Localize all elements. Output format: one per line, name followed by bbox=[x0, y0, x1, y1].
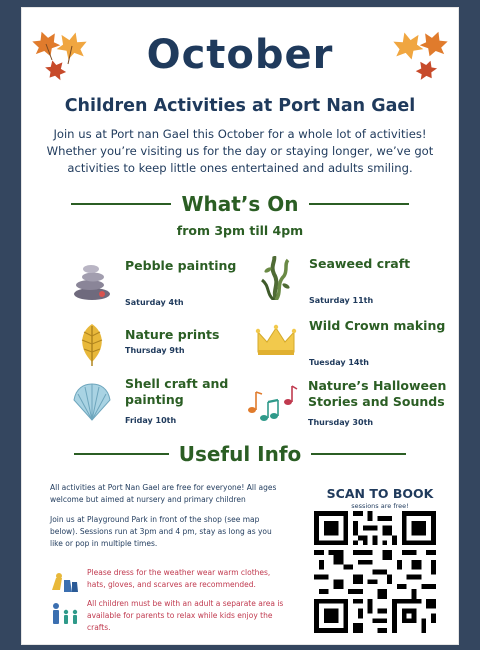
activity-nature-prints: Nature prints Thursday 9th bbox=[70, 322, 270, 378]
activity-halloween-stories: Nature’s Halloween Stories and Sounds Thursday 30th bbox=[244, 378, 458, 434]
crown-icon bbox=[254, 318, 298, 362]
activity-shell-craft: Shell craft and painting Friday 10th bbox=[70, 376, 270, 432]
divider bbox=[309, 203, 409, 205]
weather-clothes-icon bbox=[50, 570, 80, 594]
divider bbox=[74, 453, 169, 455]
shell-icon bbox=[70, 380, 114, 424]
qr-code[interactable] bbox=[314, 511, 436, 633]
activity-pebble-painting: Pebble painting Saturday 4th bbox=[70, 258, 270, 314]
flyer-page bbox=[22, 8, 458, 644]
divider bbox=[311, 453, 406, 455]
info-free-for-everyone: All activities at Port Nan Gael are free for everyone! All ages welcome but aimed at nursery and primary children bbox=[50, 483, 277, 504]
divider bbox=[71, 203, 171, 205]
whats-on-heading: What’s On bbox=[22, 192, 458, 216]
activity-wild-crown-making: Wild Crown making Tuesday 14th bbox=[254, 318, 454, 374]
leaf-icon bbox=[70, 322, 114, 366]
note-supervision: All children must be with an adult a separate area is available for parents to relax while kids enjoy the crafts. bbox=[87, 599, 284, 632]
family-icon bbox=[50, 602, 80, 626]
page-title: October bbox=[146, 32, 334, 78]
pebbles-icon bbox=[70, 258, 114, 302]
seaweed-icon bbox=[254, 256, 298, 300]
page-subtitle: Children Activities at Port Nan Gael bbox=[64, 96, 416, 116]
scan-to-book-subtitle: sessions are free! bbox=[351, 502, 409, 510]
session-time: from 3pm till 4pm bbox=[176, 223, 304, 238]
activity-seaweed-craft: Seaweed craft Saturday 11th bbox=[254, 256, 454, 312]
intro-text: Join us at Port nan Gael this October for a whole lot of activities! Whether you’re visiting us for the day or staying longer, we’ve got activities to keep little ones entertained and adults smiling. bbox=[46, 127, 434, 175]
info-location-sessions: Join us at Playground Park in front of the shop (see map below). Sessions run at 3pm and 4 pm, stay as long as you like or pop in multiple times. bbox=[50, 515, 272, 548]
scan-to-book-title: SCAN TO BOOK bbox=[326, 486, 434, 501]
music-notes-icon bbox=[244, 380, 298, 424]
useful-info-heading: Useful Info bbox=[22, 442, 458, 466]
note-weather: Please dress for the weather wear warm clothes, hats, gloves, and scarves are recommended. bbox=[87, 568, 271, 589]
